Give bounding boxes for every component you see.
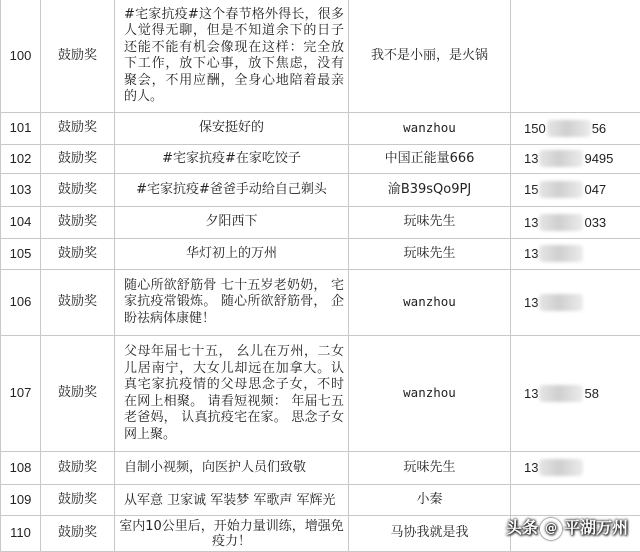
row-number: 106 bbox=[1, 270, 41, 336]
phone-start: 13 bbox=[524, 215, 538, 230]
watermark-prefix: 头条 bbox=[506, 518, 538, 537]
phone-blur bbox=[539, 294, 583, 311]
phone-start: 13 bbox=[524, 460, 538, 475]
work-content: 自制小视频，向医护人员们致敬 bbox=[115, 452, 349, 485]
author-name: 玩味先生 bbox=[349, 207, 511, 239]
row-number: 108 bbox=[1, 452, 41, 485]
work-content: #宅家抗疫#爸爸手动给自己剃头 bbox=[115, 174, 349, 207]
award-level: 鼓励奖 bbox=[41, 239, 115, 270]
phone-end: 033 bbox=[584, 215, 606, 230]
author-name: wanzhou bbox=[349, 113, 511, 145]
phone-cell bbox=[511, 239, 640, 270]
phone-blur bbox=[539, 150, 583, 167]
author-name: wanzhou bbox=[349, 270, 511, 336]
phone-end: 9495 bbox=[584, 151, 613, 166]
phone-cell bbox=[511, 0, 640, 113]
table-row bbox=[1, 485, 640, 516]
row-number: 101 bbox=[1, 113, 41, 145]
row-number: 107 bbox=[1, 336, 41, 452]
table-row bbox=[1, 452, 640, 485]
award-level: 鼓励奖 bbox=[41, 336, 115, 452]
row-number: 109 bbox=[1, 485, 41, 516]
row-number: 105 bbox=[1, 239, 41, 270]
phone-blur bbox=[539, 245, 583, 262]
phone-end: 56 bbox=[592, 121, 606, 136]
work-content: #宅家抗疫#在家吃饺子 bbox=[115, 145, 349, 174]
row-number: 102 bbox=[1, 145, 41, 174]
work-content: 父母年届七十五， 幺儿在万州，二女儿居南宁，大女儿却远在加拿大。认真宅家抗疫情的父母思念子女，不时在网上相聚。 请看短视频： 年届七五老爸妈， 认真抗疫宅在家。 思念子女网上聚。 bbox=[115, 336, 349, 452]
row-number: 100 bbox=[1, 0, 41, 113]
author-name: 我不是小丽，是火锅 bbox=[349, 0, 511, 113]
table-row bbox=[1, 336, 640, 452]
table-row bbox=[1, 145, 640, 174]
phone-start: 13 bbox=[524, 151, 538, 166]
author-name: 玩味先生 bbox=[349, 452, 511, 485]
award-level: 鼓励奖 bbox=[41, 452, 115, 485]
phone-cell bbox=[511, 174, 640, 207]
phone-cell bbox=[511, 270, 640, 336]
table-row bbox=[1, 0, 640, 113]
award-level: 鼓励奖 bbox=[41, 0, 115, 113]
author-name: 中国正能量666 bbox=[349, 145, 511, 174]
author-name: wanzhou bbox=[349, 336, 511, 452]
at-sign-icon: @ bbox=[540, 518, 562, 540]
row-number: 104 bbox=[1, 207, 41, 239]
award-level: 鼓励奖 bbox=[41, 174, 115, 207]
phone-blur bbox=[539, 214, 583, 231]
phone-cell bbox=[511, 336, 640, 452]
phone-blur bbox=[539, 385, 583, 402]
phone-blur bbox=[539, 181, 583, 198]
award-level: 鼓励奖 bbox=[41, 207, 115, 239]
phone-start: 150 bbox=[524, 121, 546, 136]
award-level: 鼓励奖 bbox=[41, 270, 115, 336]
table-row bbox=[1, 270, 640, 336]
work-content: 华灯初上的万州 bbox=[115, 239, 349, 270]
award-level: 鼓励奖 bbox=[41, 485, 115, 516]
watermark bbox=[506, 515, 628, 540]
phone-start: 15 bbox=[524, 182, 538, 197]
row-number: 110 bbox=[1, 516, 41, 552]
phone-start: 13 bbox=[524, 386, 538, 401]
award-level: 鼓励奖 bbox=[41, 516, 115, 552]
author-name: 马协我就是我 bbox=[349, 516, 511, 552]
phone-cell bbox=[511, 485, 640, 516]
phone-cell bbox=[511, 452, 640, 485]
author-name: 小秦 bbox=[349, 485, 511, 516]
award-level: 鼓励奖 bbox=[41, 145, 115, 174]
phone-cell bbox=[511, 207, 640, 239]
phone-start: 13 bbox=[524, 295, 538, 310]
table-row bbox=[1, 113, 640, 145]
work-content: 从军意 卫家诚 军装梦 军歌声 军辉光 bbox=[115, 485, 349, 516]
table-row bbox=[1, 207, 640, 239]
work-content: 室内10公里后，开始力量训练，增强免疫力！ bbox=[115, 516, 349, 552]
row-number: 103 bbox=[1, 174, 41, 207]
phone-cell bbox=[511, 113, 640, 145]
phone-end: 58 bbox=[584, 386, 598, 401]
phone-blur bbox=[547, 120, 591, 137]
phone-start: 13 bbox=[524, 246, 538, 261]
author-name: 玩味先生 bbox=[349, 239, 511, 270]
work-content: #宅家抗疫#这个春节格外得长，很多人觉得无聊，但是不知道余下的日子还能不能有机会像现在这样：完全放下工作，放下心事，放下焦虑，没有聚会，不用应酬，全身心地陪着最亲的人。 bbox=[115, 0, 349, 113]
phone-cell bbox=[511, 145, 640, 174]
author-name: 渝B39sQo9PJ bbox=[349, 174, 511, 207]
phone-blur bbox=[539, 459, 583, 476]
work-content: 随心所欲舒筋骨 七十五岁老奶奶， 宅家抗疫常锻炼。 随心所欲舒筋骨， 企盼祛病体康健！ bbox=[115, 270, 349, 336]
work-content: 夕阳西下 bbox=[115, 207, 349, 239]
work-content: 保安挺好的 bbox=[115, 113, 349, 145]
watermark-name: 平湖万州 bbox=[564, 518, 628, 537]
table-row bbox=[1, 239, 640, 270]
award-level: 鼓励奖 bbox=[41, 113, 115, 145]
table-row bbox=[1, 174, 640, 207]
phone-end: 047 bbox=[584, 182, 606, 197]
